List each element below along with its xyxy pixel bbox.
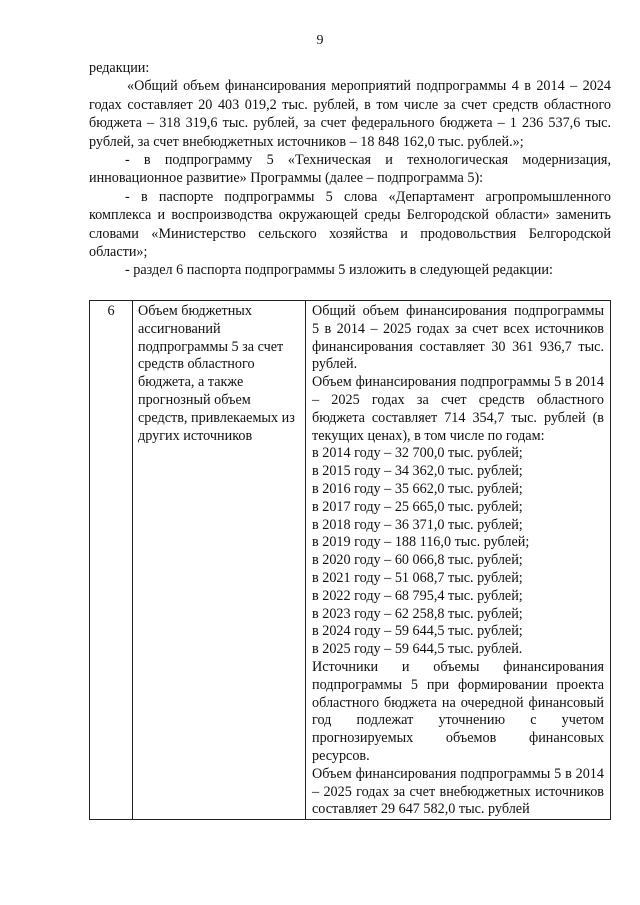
year-amount-2014: в 2014 году – 32 700,0 тыс. рублей; [312,445,523,462]
page-number: 9 [316,33,324,48]
passport-table [89,300,611,820]
total-financing-text: Общий объем финансирования подпрограммы 5 в 2014 – 2025 годах за счет всех источников финансирования составляет 30 361 936,7 тыс. рублей. [312,303,604,373]
paragraph-edition: редакции: [89,60,150,76]
paragraph-passport-replace: - в паспорте подпрограммы 5 слова «Департамент агропромышленного комплекса и воспроизводства окружающей среды Белгородской области» заменить словами «Министерство сельского хозяйства и продовольствия Белгородской области»; [89,188,611,261]
year-amount-2016: в 2016 году – 35 662,0 тыс. рублей; [312,480,523,497]
year-amount-2024: в 2024 году – 59 644,5 тыс. рублей; [312,623,523,640]
extrabudgetary-text: Объем финансирования подпрограммы 5 в 2014 – 2025 годах за счет внебюджетных источников составляет 29 647 582,0 тыс. рублей [312,765,604,818]
yearly-amounts-list [312,445,604,659]
paragraph-subprogram-5-intro: - в подпрограмму 5 «Техническая и технологическая модернизация, инновационное развитие» Программы (далее – подпрограмма 5): [89,152,611,187]
year-amount-2022: в 2022 году – 68 795,4 тыс. рублей; [312,587,523,604]
row-label-cell: Объем бюджетных ассигнований подпрограммы 5 за счет средств областного бюджета, а также прогнозный объем средств, привлекаемых из других источников [133,301,306,820]
row-value-cell [306,301,611,820]
table-row [90,301,611,820]
paragraph-subprogram-4-financing: «Общий объем финансирования мероприятий подпрограммы 4 в 2014 – 2024 годах составляет 20 403 019,2 тыс. рублей, в том числе за счет средств областного бюджета – 318 319,6 тыс. рублей, за счет федерального бюджета – 1 236 537,6 тыс. рублей, за счет внебюджетных источников – 18 848 162,0 тыс. рублей.»; [89,78,611,150]
year-amount-2018: в 2018 году – 36 371,0 тыс. рублей; [312,516,523,533]
sources-note-text: Источники и объемы финансирования подпрограммы 5 при формировании проекта областного бюджета на очередной финансовый год подлежат уточнению с учетом прогнозируемых объемов финансовых ресурсов. [312,658,604,764]
year-amount-2021: в 2021 году – 51 068,7 тыс. рублей; [312,569,523,586]
year-amount-2015: в 2015 году – 34 362,0 тыс. рублей; [312,463,523,480]
year-amount-2019: в 2019 году – 188 116,0 тыс. рублей; [312,534,530,551]
year-amount-2023: в 2023 году – 62 258,8 тыс. рублей; [312,605,523,622]
regional-budget-text: Объем финансирования подпрограммы 5 в 2014 – 2025 годах за счет средств областного бюджета составляет 714 354,7 тыс. рублей (в текущих ценах), в том числе по годам: [312,374,604,444]
year-amount-2020: в 2020 году – 60 066,8 тыс. рублей; [312,552,523,569]
year-amount-2025: в 2025 году – 59 644,5 тыс. рублей. [312,641,523,658]
row-number-cell: 6 [90,301,133,820]
paragraph-section-6: - раздел 6 паспорта подпрограммы 5 изложить в следующей редакции: [125,262,553,279]
year-amount-2017: в 2017 году – 25 665,0 тыс. рублей; [312,498,523,515]
document-body [89,59,611,280]
